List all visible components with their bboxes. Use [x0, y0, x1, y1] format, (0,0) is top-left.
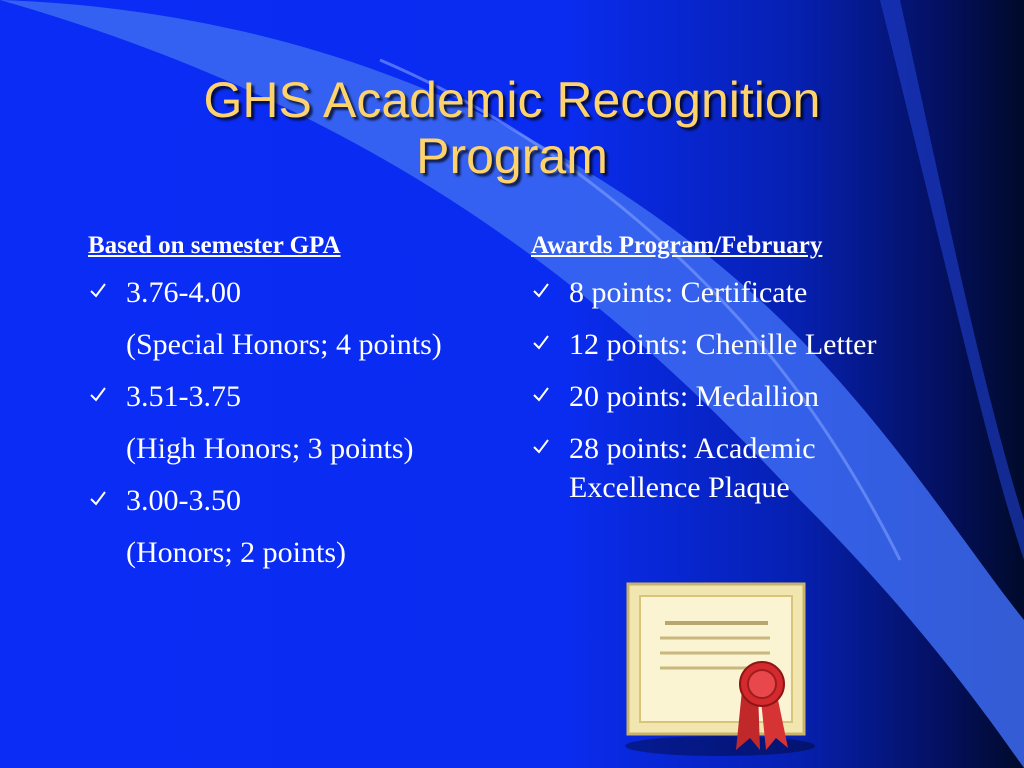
- certificate-icon: [610, 578, 820, 758]
- list-item: 3.00-3.50: [88, 483, 488, 518]
- list-item: 3.76-4.00: [88, 275, 488, 310]
- awards-heading: Awards Program/February: [531, 232, 823, 259]
- checkmark-icon: [88, 489, 108, 509]
- list-note: Excellence Plaque: [569, 471, 790, 504]
- checkmark-icon: [531, 333, 551, 353]
- list-item: 28 points: Academic: [531, 431, 951, 466]
- checkmark-icon: [531, 385, 551, 405]
- checkmark-icon: [531, 437, 551, 457]
- awards-column: [531, 226, 951, 522]
- list-note: (Honors; 2 points): [126, 536, 346, 569]
- gpa-column: [88, 226, 488, 587]
- list-note: (High Honors; 3 points): [126, 432, 414, 465]
- list-item: 12 points: Chenille Letter: [531, 327, 951, 362]
- list-item: 8 points: Certificate: [531, 275, 951, 310]
- checkmark-icon: [88, 385, 108, 405]
- list-item: 20 points: Medallion: [531, 379, 951, 414]
- gpa-heading: Based on semester GPA: [88, 232, 341, 259]
- checkmark-icon: [88, 281, 108, 301]
- page-title: GHS Academic Recognition Program: [203, 72, 821, 184]
- list-item: 3.51-3.75: [88, 379, 488, 414]
- list-note: (Special Honors; 4 points): [126, 328, 442, 361]
- checkmark-icon: [531, 281, 551, 301]
